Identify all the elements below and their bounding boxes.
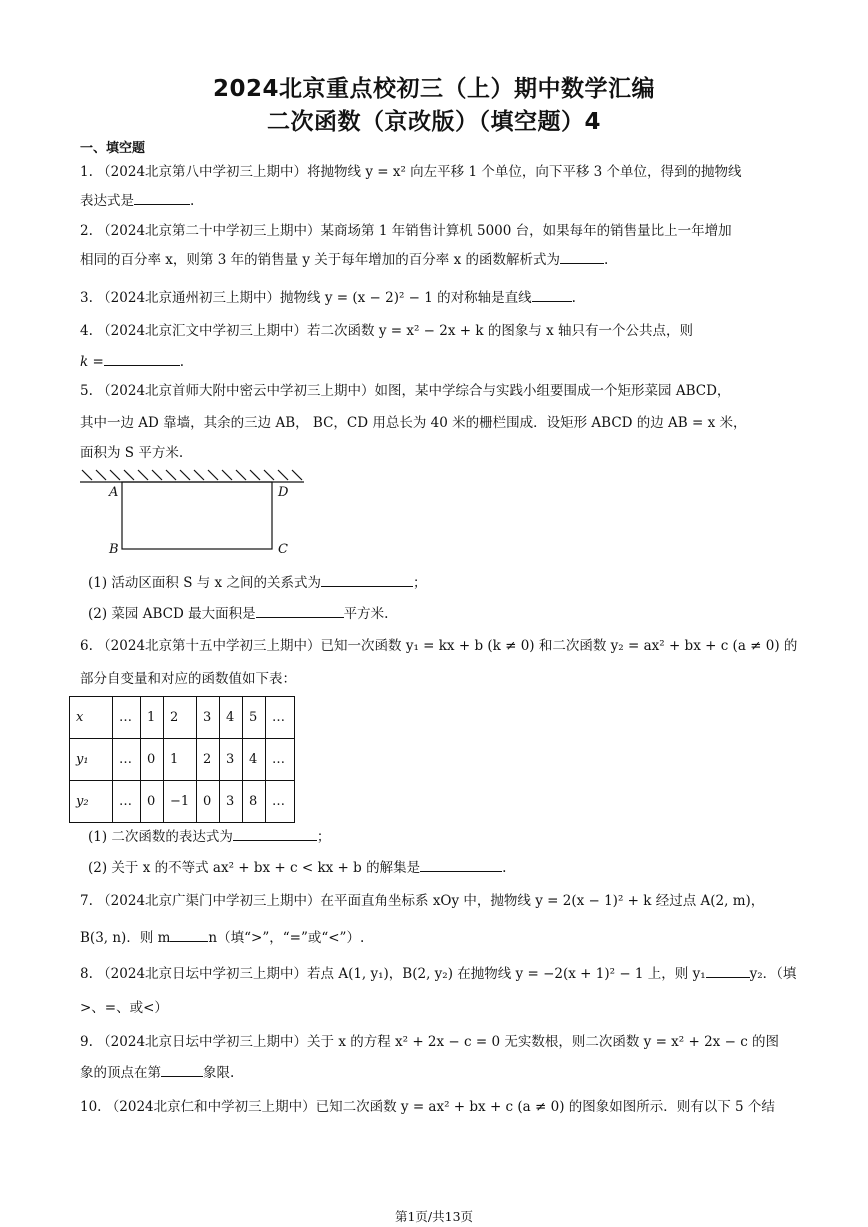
question-6-sub-2 <box>88 856 800 876</box>
table-cell: 0 <box>197 781 220 823</box>
table-cell: y₁ <box>70 739 113 781</box>
table-cell: 3 <box>220 739 243 781</box>
vertex-label-c: C <box>278 542 288 557</box>
question-1-line-2 <box>80 189 792 209</box>
answer-blank-q9[interactable] <box>161 1062 203 1077</box>
page-footer: 第1页/共13页 <box>394 1209 474 1224</box>
question-5-line-1: 5. （2024北京首师大附中密云中学初三上期中）如图，某中学综合与实践小组要围成一个矩形菜园 ABCD， <box>80 383 731 399</box>
answer-blank-q3[interactable] <box>532 287 572 302</box>
table-cell: 5 <box>243 697 266 739</box>
question-5-line-2: 其中一边 AD 靠墙，其余的三边 AB， BC，CD 用总长为 40 米的栅栏围成．设矩形 ABCD 的边 AB = x 米， <box>80 415 747 431</box>
table-cell: y₂ <box>70 781 113 823</box>
question-9-line-1: 9. （2024北京日坛中学初三上期中）关于 x 的方程 x² + 2x − c = 0 无实数根，则二次函数 y = x² + 2x − c 的图 <box>80 1034 780 1050</box>
question-1-line-1: 1. （2024北京第八中学初三上期中）将抛物线 y = x² 向左平移 1 个单位，向下平移 3 个单位，得到的抛物线 <box>80 164 742 180</box>
answer-blank-q1[interactable] <box>134 190 190 205</box>
function-values-table <box>69 696 295 823</box>
question-3-end: . <box>571 290 576 306</box>
answer-blank-q8[interactable] <box>706 963 750 978</box>
table-cell: x <box>70 697 113 739</box>
table-cell: … <box>113 781 141 823</box>
answer-blank-q6-1[interactable] <box>233 826 317 841</box>
table-cell: … <box>266 697 295 739</box>
answer-blank-q5-2[interactable] <box>256 603 344 618</box>
table-cell: … <box>266 739 295 781</box>
question-5-sub-2-end: 平方米. <box>343 606 389 622</box>
question-2-text: 相同的百分率 x，则第 3 年的销售量 y 关于每年增加的百分率 x 的函数解析式为 <box>80 252 560 268</box>
question-5-sub-2-text: (2) 菜园 ABCD 最大面积是 <box>88 606 256 622</box>
question-8-line-2: >、=、或<） <box>80 1000 168 1016</box>
vertex-label-d: D <box>278 485 289 500</box>
question-9-text: 象的顶点在第 <box>80 1065 161 1081</box>
question-5-sub-1-end: ； <box>412 575 427 591</box>
section-heading: 一、填空题 <box>80 141 146 156</box>
table-row <box>70 781 295 823</box>
question-9-line-2 <box>80 1061 792 1081</box>
question-7-end: n（填“>”，“=”或“<”）. <box>208 930 365 946</box>
answer-blank-q6-2[interactable] <box>420 857 502 872</box>
garden-diagram <box>76 466 316 562</box>
question-7-text: B(3, n)．则 m <box>80 930 171 946</box>
question-9-end: 象限. <box>203 1065 235 1081</box>
question-5-sub-1 <box>88 571 800 591</box>
table-cell: 2 <box>164 697 197 739</box>
document-title-line-2: 二次函数（京改版）（填空题）4 <box>266 109 601 135</box>
answer-blank-q2[interactable] <box>560 249 604 264</box>
table-cell: … <box>266 781 295 823</box>
question-3-line-1 <box>80 286 792 306</box>
question-4-line-2 <box>80 351 792 370</box>
table-cell: 1 <box>141 697 164 739</box>
table-cell: 4 <box>220 697 243 739</box>
question-6-line-2: 部分自变量和对应的函数值如下表： <box>80 671 296 687</box>
question-6-sub-2-end: . <box>502 860 507 876</box>
question-2-line-1: 2. （2024北京第二十中学初三上期中）某商场第 1 年销售计算机 5000 台，如果每年的销售量比上一年增加 <box>80 223 732 239</box>
table-cell: 3 <box>220 781 243 823</box>
wall-hatching <box>82 470 302 480</box>
table-cell: 8 <box>243 781 266 823</box>
answer-blank-q5-1[interactable] <box>321 572 413 587</box>
question-4-line-1: 4. （2024北京汇文中学初三上期中）若二次函数 y = x² − 2x + k 的图象与 x 轴只有一个公共点，则 <box>80 323 694 339</box>
vertex-label-a: A <box>109 485 119 500</box>
answer-blank-q4[interactable] <box>104 351 180 366</box>
question-5-sub-1-text: (1) 活动区面积 S 与 x 之间的关系式为 <box>88 575 321 591</box>
table-cell: 2 <box>197 739 220 781</box>
question-6-sub-1-text: (1) 二次函数的表达式为 <box>88 829 233 845</box>
question-4-k: k = <box>80 354 104 370</box>
table-cell: −1 <box>164 781 197 823</box>
question-6-sub-2-text: (2) 关于 x 的不等式 ax² + bx + c < kx + b 的解集是 <box>88 860 421 876</box>
question-5-line-3: 面积为 S 平方米. <box>80 445 184 461</box>
question-6-sub-1 <box>88 825 800 845</box>
question-4-end: . <box>179 354 185 370</box>
question-10-line-1: 10. （2024北京仁和中学初三上期中）已知二次函数 y = ax² + bx + c (a ≠ 0) 的图象如图所示．则有以下 5 个结 <box>80 1099 775 1115</box>
question-5-sub-2 <box>88 602 800 622</box>
table-row <box>70 697 295 739</box>
question-2-end: . <box>603 252 609 268</box>
vertex-label-b: B <box>109 542 119 557</box>
question-1-text: 表达式是 <box>80 193 134 209</box>
question-7-line-2 <box>80 926 792 946</box>
table-cell: 1 <box>164 739 197 781</box>
table-cell: 3 <box>197 697 220 739</box>
question-2-line-2 <box>80 248 792 268</box>
table-cell: 0 <box>141 781 164 823</box>
question-7-line-1: 7. （2024北京广渠门中学初三上期中）在平面直角坐标系 xOy 中，抛物线 y = 2(x − 1)² + k 经过点 A(2, m)， <box>80 893 765 909</box>
table-row <box>70 739 295 781</box>
question-8-text: 8. （2024北京日坛中学初三上期中）若点 A(1, y₁)，B(2, y₂) 在抛物线 y = −2(x + 1)² − 1 上，则 y₁ <box>80 966 706 982</box>
question-8-line-1 <box>80 962 797 982</box>
garden-rectangle <box>122 482 272 549</box>
question-1-end: . <box>190 193 195 209</box>
question-6-line-1: 6. （2024北京第十五中学初三上期中）已知一次函数 y₁ = kx + b (k ≠ 0) 和二次函数 y₂ = ax² + bx + c (a ≠ 0) 的 <box>80 638 798 654</box>
table-cell: 4 <box>243 739 266 781</box>
question-3-text: 3. （2024北京通州初三上期中）抛物线 y = (x − 2)² − 1 的对称轴是直线 <box>80 290 532 306</box>
answer-blank-q7[interactable] <box>170 927 208 942</box>
table-cell: … <box>113 739 141 781</box>
table-cell: 0 <box>141 739 164 781</box>
question-8-end: y₂．（填 <box>749 966 797 982</box>
table-cell: … <box>113 697 141 739</box>
document-title-line-1: 2024北京重点校初三（上）期中数学汇编 <box>212 76 655 102</box>
question-6-sub-1-end: ； <box>316 829 331 845</box>
